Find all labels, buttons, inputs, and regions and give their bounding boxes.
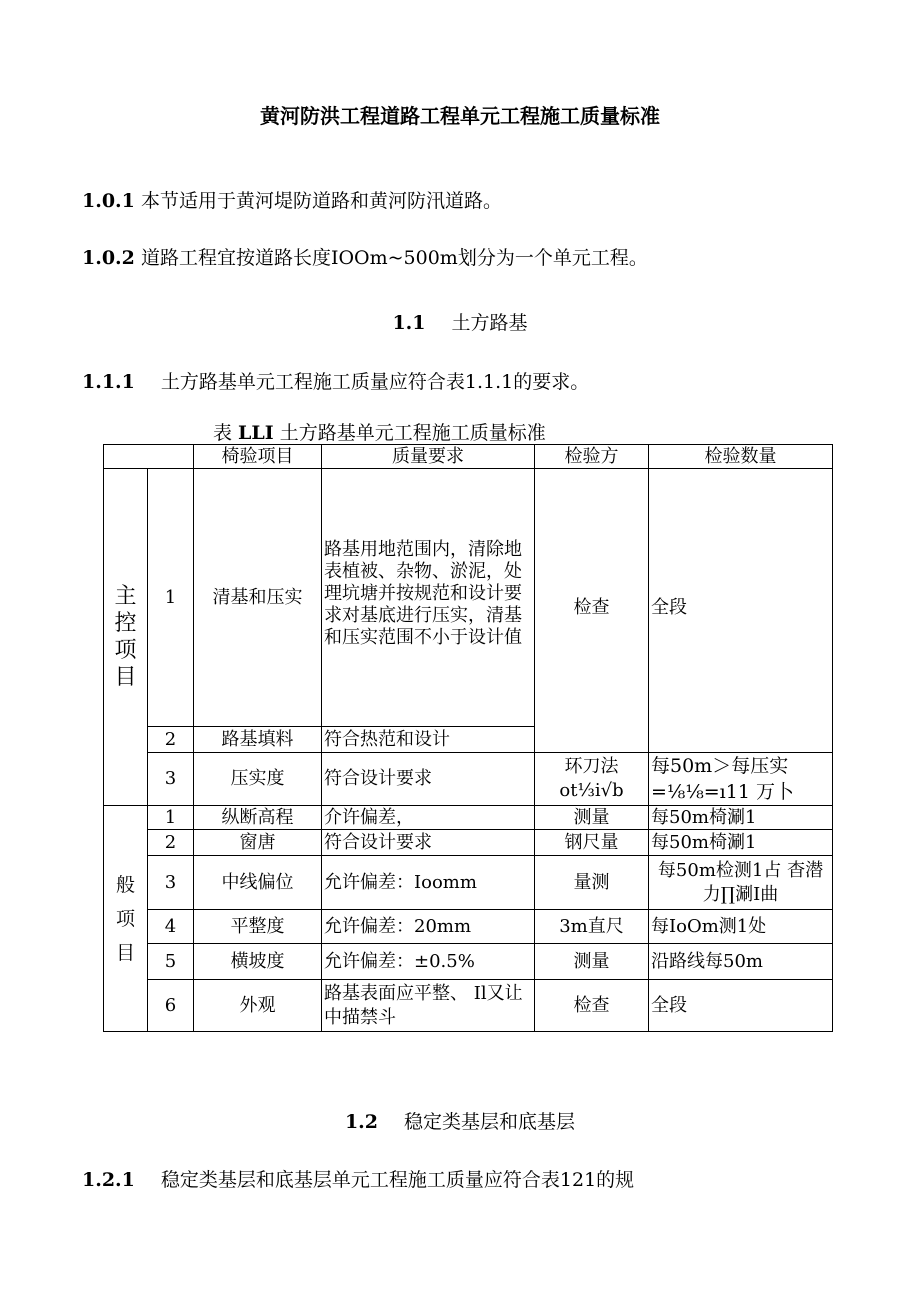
row-requirement: 符合设计要求 bbox=[322, 830, 535, 856]
row-quantity: 每50m椅涮1 bbox=[649, 806, 833, 830]
row-method: 钢尺量 bbox=[535, 830, 649, 856]
clause-1-1-1 bbox=[82, 367, 589, 394]
clause-1-0-2 bbox=[82, 243, 648, 270]
row-method: 3m直尺 bbox=[535, 910, 649, 944]
header-item: 椅验项目 bbox=[194, 445, 322, 469]
section-number: 1.1 bbox=[392, 312, 426, 334]
row-number: 1 bbox=[148, 806, 194, 830]
table-row bbox=[104, 469, 833, 727]
row-requirement: 符合设计要求 bbox=[322, 753, 535, 806]
row-quantity: 全段 bbox=[649, 469, 833, 753]
row-requirement: 允许偏差：Ioomm bbox=[322, 856, 535, 910]
group-general: 般项目 bbox=[104, 806, 148, 1032]
row-method: 检查 bbox=[535, 469, 649, 753]
row-number: 2 bbox=[148, 830, 194, 856]
clause-text: 本节适用于黄河堤防道路和黄河防汛道路。 bbox=[140, 190, 502, 212]
table-row bbox=[104, 806, 833, 830]
row-requirement: 路基用地范围内，清除地表植被、杂物、淤泥，处理坑塘并按规范和设计要求对基底进行压实，清基和压实范围不小于设计值 bbox=[322, 469, 535, 727]
row-item: 压实度 bbox=[194, 753, 322, 806]
row-number: 1 bbox=[148, 469, 194, 727]
clause-text: 道路工程宜按道路长度IOOm~500m划分为一个单元工程。 bbox=[140, 247, 648, 269]
table-header-row bbox=[104, 445, 833, 469]
header-requirement: 质量要求 bbox=[322, 445, 535, 469]
row-requirement: 允许偏差：20mm bbox=[322, 910, 535, 944]
row-method: 检查 bbox=[535, 980, 649, 1032]
table-row bbox=[104, 944, 833, 980]
row-number: 4 bbox=[148, 910, 194, 944]
row-method: 测量 bbox=[535, 944, 649, 980]
quality-standard-table bbox=[103, 444, 833, 1032]
header-quantity: 检验数量 bbox=[649, 445, 833, 469]
table-caption bbox=[213, 418, 546, 445]
clause-text: 土方路基单元工程施工质量应符合表1.1.1的要求。 bbox=[160, 371, 590, 393]
clause-number: 1.0.2 bbox=[82, 247, 135, 269]
header-blank bbox=[104, 445, 194, 469]
row-item: 窗唐 bbox=[194, 830, 322, 856]
section-heading-1-2 bbox=[0, 1107, 920, 1134]
row-item: 平整度 bbox=[194, 910, 322, 944]
row-item: 路基填料 bbox=[194, 727, 322, 753]
row-quantity: 每IoOm测1处 bbox=[649, 910, 833, 944]
table-row bbox=[104, 753, 833, 806]
clause-1-0-1 bbox=[82, 186, 502, 213]
page-title: 黄河防洪工程道路工程单元工程施工质量标准 bbox=[260, 104, 660, 128]
row-number: 6 bbox=[148, 980, 194, 1032]
section-title: 稳定类基层和底基层 bbox=[404, 1111, 576, 1133]
table-row bbox=[104, 830, 833, 856]
row-method: 环刀法 ot⅓i√b bbox=[535, 753, 649, 806]
clause-1-2-1 bbox=[82, 1165, 634, 1192]
caption-title: 土方路基单元工程施工质量标准 bbox=[273, 422, 546, 444]
clause-number: 1.0.1 bbox=[82, 190, 135, 212]
clause-number: 1.2.1 bbox=[82, 1169, 135, 1191]
section-heading-1-1 bbox=[0, 308, 920, 335]
table-row bbox=[104, 980, 833, 1032]
header-method: 检验方 bbox=[535, 445, 649, 469]
clause-number: 1.1.1 bbox=[82, 371, 135, 393]
row-quantity: 沿路线每50m bbox=[649, 944, 833, 980]
row-item: 清基和压实 bbox=[194, 469, 322, 727]
row-requirement: 符合热范和设计 bbox=[322, 727, 535, 753]
row-number: 5 bbox=[148, 944, 194, 980]
table-row bbox=[104, 856, 833, 910]
row-requirement: 路基表面应平整、 Il又让中描禁斗 bbox=[322, 980, 535, 1032]
row-number: 3 bbox=[148, 856, 194, 910]
clause-text: 稳定类基层和底基层单元工程施工质量应符合表121的规 bbox=[160, 1169, 635, 1191]
table-row bbox=[104, 910, 833, 944]
row-number: 2 bbox=[148, 727, 194, 753]
caption-table-number: LLI bbox=[238, 422, 274, 444]
group-main-control: 主控项目 bbox=[104, 469, 148, 806]
row-requirement: 允许偏差：±0.5% bbox=[322, 944, 535, 980]
section-title: 土方路基 bbox=[451, 312, 528, 334]
row-quantity: 每50m＞每压实 =⅛⅛=ı11 万卜 bbox=[649, 753, 833, 806]
row-method: 测量 bbox=[535, 806, 649, 830]
caption-prefix: 表 bbox=[213, 422, 239, 444]
row-item: 纵断高程 bbox=[194, 806, 322, 830]
row-quantity: 每50m检测1占 杳潜力∏涮I曲 bbox=[649, 856, 833, 910]
row-method: 量测 bbox=[535, 856, 649, 910]
row-quantity: 全段 bbox=[649, 980, 833, 1032]
row-item: 外观 bbox=[194, 980, 322, 1032]
section-number: 1.2 bbox=[344, 1111, 379, 1133]
row-requirement: 介许偏差， bbox=[322, 806, 535, 830]
row-item: 横坡度 bbox=[194, 944, 322, 980]
row-quantity: 每50m椅涮1 bbox=[649, 830, 833, 856]
row-item: 中线偏位 bbox=[194, 856, 322, 910]
row-number: 3 bbox=[148, 753, 194, 806]
